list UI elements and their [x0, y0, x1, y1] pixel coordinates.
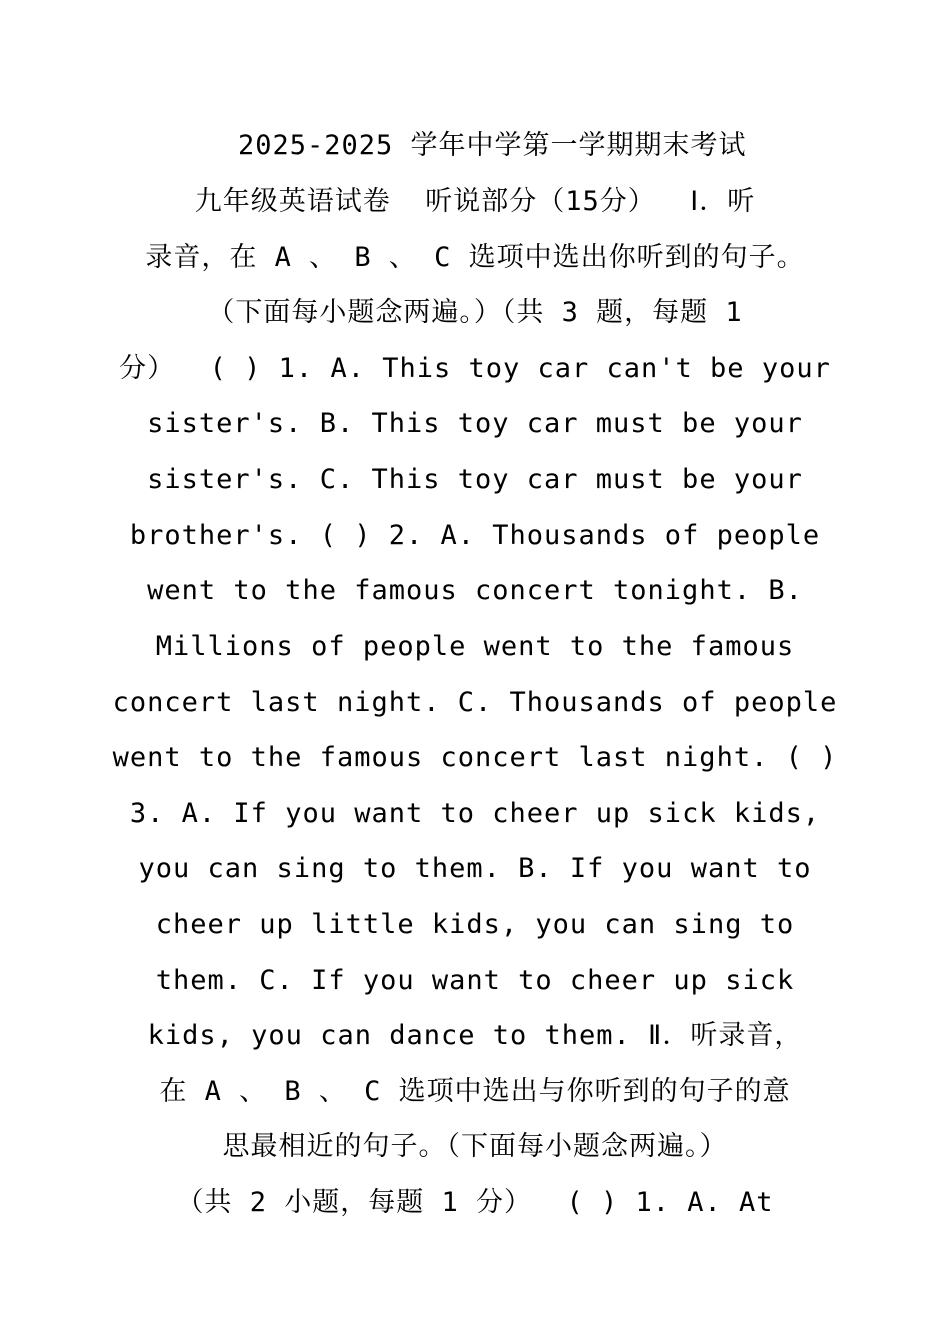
text-line: 3. A. If you want to cheer up sick kids,: [129, 798, 821, 829]
text-line: you can sing to them. B. If you want to: [138, 853, 812, 884]
text-line: concert last night. C. Thousands of people: [112, 687, 838, 718]
text-line: cheer up little kids, you can sing to: [155, 909, 795, 940]
text-line: kids, you can dance to them. Ⅱ．听录音，: [147, 1020, 803, 1051]
text-line: 思最相近的句子。（下面每小题念两遍。）: [222, 1131, 728, 1162]
text-line: went to the famous concert tonight. B.: [147, 575, 803, 606]
text-line: 在 A 、 B 、 C 选项中选出与你听到的句子的意: [159, 1076, 791, 1107]
text-line: （下面每小题念两遍。）（共 3 题，每题 1: [207, 297, 743, 328]
text-line: （共 2 小题，每题 1 分） ( ) 1. A. At: [176, 1187, 774, 1218]
text-line: 分） ( ) 1. A. This toy car can't be your: [119, 353, 831, 384]
text-line: 录音，在 A 、 B 、 C 选项中选出你听到的句子。: [145, 242, 805, 273]
text-line: brother's. ( ) 2. A. Thousands of people: [129, 520, 821, 551]
document-title: 2025-2025 学年中学第一学期期末考试: [203, 130, 747, 161]
text-line: went to the famous concert last night. ( ): [112, 742, 838, 773]
text-line: sister's. C. This toy car must be your: [147, 464, 803, 495]
text-line: Millions of people went to the famous: [155, 631, 795, 662]
text-line: them. C. If you want to cheer up sick: [155, 965, 795, 996]
text-line: sister's. B. This toy car must be your: [147, 408, 803, 439]
text-line: 九年级英语试卷 听说部分（15分） Ⅰ．听: [194, 186, 756, 217]
